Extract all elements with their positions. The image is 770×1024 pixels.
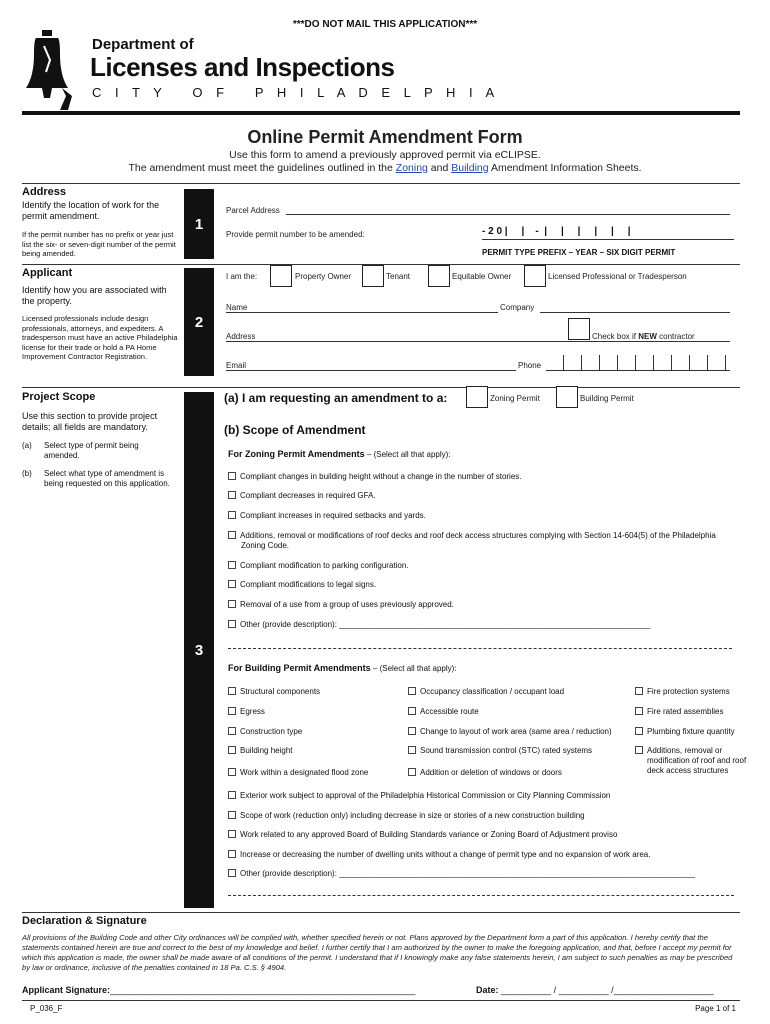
name-label: Name [226, 303, 248, 312]
building-item[interactable] [228, 869, 734, 879]
building-item-label: Fire protection systems [647, 687, 730, 696]
zoning-other-description-input[interactable] [228, 648, 732, 649]
scope-of-amendment-heading: (b) Scope of Amendment [224, 423, 366, 437]
equitable-owner-label: Equitable Owner [452, 272, 512, 281]
new-contractor-bold: NEW [638, 332, 657, 341]
zoning-permit-checkbox[interactable] [466, 386, 488, 408]
zoning-item[interactable] [228, 531, 733, 551]
scope-a-text: Select type of permit being amended. [44, 441, 139, 460]
email-label: Email [226, 361, 247, 370]
subtitle-pre: The amendment must meet the guidelines outlined in the [128, 162, 396, 174]
zoning-item-label: Other (provide description): ______________________________________________________________________ [240, 620, 651, 629]
new-contractor-pre: Check box if [592, 332, 639, 341]
section-number-3: 3 [184, 392, 214, 908]
form-subtitle-1: Use this form to amend a previously approved permit via eCLIPSE. [229, 149, 541, 161]
building-item[interactable] [408, 727, 634, 737]
checkbox-icon[interactable] [228, 791, 236, 799]
building-amendments-note: – (Select all that apply): [370, 664, 457, 673]
i-am-label: I am the: [226, 272, 258, 281]
scope-b-text: Select what type of amendment is being requested on this application. [44, 469, 170, 488]
building-link[interactable]: Building [451, 162, 489, 174]
checkbox-icon[interactable] [228, 850, 236, 858]
declaration-heading: Declaration & Signature [22, 915, 147, 927]
date-label: Date: [476, 985, 499, 995]
checkbox-icon[interactable] [228, 531, 236, 539]
zoning-item[interactable] [228, 491, 733, 501]
new-contractor-checkbox[interactable] [568, 318, 590, 340]
new-contractor-post: contractor [656, 332, 695, 341]
building-permit-checkbox[interactable] [556, 386, 578, 408]
building-item[interactable] [228, 811, 733, 821]
new-contractor-label [592, 332, 695, 341]
building-item-label: Accessible route [420, 707, 479, 716]
checkbox-icon[interactable] [228, 727, 236, 735]
checkbox-icon[interactable] [635, 727, 643, 735]
scope-heading: Project Scope [22, 391, 96, 403]
building-item-label: Fire rated assemblies [647, 707, 724, 716]
building-item-label: Scope of work (reduction only) including decrease in size or stories of a new construction building [240, 811, 585, 820]
zoning-item-label: Additions, removal or modifications of roof decks and roof deck access structures complying with Section 14-604(5) of the Philadelphia Zoning Code. [240, 531, 716, 550]
signature-row [22, 985, 415, 995]
building-item-label: Exterior work subject to approval of the Philadelphia Historical Commission or City Planning Commission [240, 791, 611, 800]
building-item[interactable] [408, 746, 634, 756]
building-item[interactable] [408, 768, 634, 778]
building-item-label: Building height [240, 746, 293, 755]
building-item-label: Sound transmission control (STC) rated systems [420, 746, 593, 755]
liberty-bell-logo [22, 26, 88, 114]
tenant-checkbox[interactable] [362, 265, 384, 287]
checkbox-icon[interactable] [228, 811, 236, 819]
company-label: Company [500, 303, 535, 312]
subtitle-post: Amendment Information Sheets. [488, 162, 642, 174]
zoning-item[interactable] [228, 472, 733, 482]
date-row [476, 985, 714, 995]
building-item-label: Increase or decreasing the number of dwelling units without a change of permit type and no expansion of work area. [240, 850, 651, 859]
checkbox-icon[interactable] [408, 727, 416, 735]
checkbox-icon[interactable] [635, 746, 643, 754]
building-item-label: Change to layout of work area (same area / reduction) [420, 727, 612, 736]
checkbox-icon[interactable] [228, 687, 236, 695]
zoning-item-label: Compliant modifications to legal signs. [240, 580, 377, 589]
checkbox-icon[interactable] [228, 620, 236, 628]
zoning-amendments-note: – (Select all that apply): [364, 450, 451, 459]
do-not-mail-notice: ***DO NOT MAIL THIS APPLICATION*** [292, 19, 478, 30]
scope-desc-1: Use this section to provide project details; all fields are mandatory. [22, 411, 158, 432]
building-item[interactable] [408, 707, 634, 717]
zoning-item-label: Compliant modification to parking configuration. [240, 561, 409, 570]
checkbox-icon[interactable] [228, 491, 236, 499]
tenant-label: Tenant [386, 272, 411, 281]
zoning-link[interactable]: Zoning [395, 162, 428, 174]
building-item[interactable] [228, 850, 733, 860]
permit-number-input[interactable]: - 2 0 | | - | | | | | | [482, 226, 631, 237]
checkbox-icon[interactable] [408, 768, 416, 776]
building-item[interactable] [228, 727, 398, 737]
zoning-item[interactable] [228, 620, 733, 630]
building-other-description-input[interactable] [228, 895, 734, 896]
building-item-label: Occupancy classification / occupant load [420, 687, 565, 696]
checkbox-icon[interactable] [635, 707, 643, 715]
zoning-item[interactable] [228, 561, 733, 571]
building-item-label: Work within a designated flood zone [240, 768, 369, 777]
phone-label: Phone [518, 361, 542, 370]
section-number-2: 2 [184, 268, 214, 376]
checkbox-icon[interactable] [228, 511, 236, 519]
company-input[interactable] [540, 312, 730, 313]
subtitle-mid: and [427, 162, 452, 174]
building-item[interactable] [635, 746, 757, 776]
checkbox-icon[interactable] [408, 707, 416, 715]
zoning-item-label: Removal of a use from a group of uses previously approved. [240, 600, 454, 609]
zoning-amendments-title: For Zoning Permit Amendments [228, 449, 365, 459]
licensed-professional-checkbox[interactable] [524, 265, 546, 287]
checkbox-icon[interactable] [228, 768, 236, 776]
section-rule [22, 183, 740, 184]
address-heading: Address [22, 186, 67, 198]
building-item[interactable] [635, 707, 755, 717]
zoning-item[interactable] [228, 580, 733, 590]
checkbox-icon[interactable] [228, 600, 236, 608]
building-item[interactable] [635, 727, 755, 737]
building-item[interactable] [228, 687, 398, 697]
parcel-address-input[interactable] [286, 214, 730, 215]
section-rule [22, 387, 740, 388]
checkbox-icon[interactable] [228, 580, 236, 588]
checkbox-icon[interactable] [228, 707, 236, 715]
address-desc-1: Identify the location of work for the permit amendment. [22, 200, 160, 221]
signature-input[interactable]: _____________________________________________________________ [110, 985, 416, 995]
checkbox-icon[interactable] [228, 472, 236, 480]
permit-number-label: Provide permit number to be amended: [226, 230, 365, 239]
equitable-owner-checkbox[interactable] [428, 265, 450, 287]
footer-rule [22, 1000, 740, 1001]
applicant-heading: Applicant [22, 267, 73, 279]
zoning-item-label: Compliant decreases in required GFA. [240, 491, 376, 500]
building-item-label: Additions, removal or modification of roof and roof deck access structures [647, 746, 747, 775]
applicant-address-input[interactable] [226, 341, 730, 342]
building-item-label: Addition or deletion of windows or doors [420, 768, 562, 777]
building-item-label: Other (provide description): ________________________________________________________________________________ [240, 869, 696, 878]
zoning-amendments-heading [228, 449, 451, 459]
section-number-1: 1 [184, 189, 214, 259]
checkbox-icon[interactable] [228, 869, 236, 877]
parcel-address-label: Parcel Address [226, 206, 280, 215]
dept-name: Licenses and Inspections [90, 52, 395, 82]
zoning-item-label: Compliant increases in required setbacks and yards. [240, 511, 426, 520]
licensed-professional-label: Licensed Professional or Tradesperson [548, 272, 687, 281]
building-item[interactable] [408, 687, 634, 697]
city-name: C I T Y O F P H I L A D E L P H I A [92, 85, 500, 100]
zoning-permit-label: Zoning Permit [490, 394, 540, 403]
phone-input[interactable] [546, 355, 730, 371]
signature-label: Applicant Signature: [22, 985, 111, 995]
building-item-label: Construction type [240, 727, 303, 736]
scope-b-label: (b) [22, 469, 32, 478]
building-item[interactable] [228, 791, 733, 801]
zoning-item-label: Compliant changes in building height without a change in the number of stories. [240, 472, 522, 481]
building-amendments-title: For Building Permit Amendments [228, 663, 371, 673]
scope-a-label: (a) [22, 441, 32, 450]
header-rule [22, 111, 740, 115]
permit-number-underline [482, 239, 734, 240]
building-item-label: Egress [240, 707, 265, 716]
building-item-label: Work related to any approved Board of Building Standards variance or Zoning Board of Adjustment proviso [240, 830, 618, 839]
checkbox-icon[interactable] [228, 561, 236, 569]
page-number: Page 1 of 1 [695, 1004, 736, 1013]
checkbox-icon[interactable] [228, 830, 236, 838]
checkbox-icon[interactable] [408, 746, 416, 754]
building-item-label: Structural components [240, 687, 321, 696]
building-item[interactable] [228, 746, 398, 756]
building-item[interactable] [228, 768, 398, 778]
date-input[interactable]: __________ / __________ /____________________ [498, 985, 714, 995]
form-code: P_036_F [30, 1004, 63, 1013]
email-input[interactable] [226, 370, 516, 371]
permit-format-hint: PERMIT TYPE PREFIX – YEAR – SIX DIGIT PERMIT [482, 248, 676, 257]
zoning-item[interactable] [228, 600, 733, 610]
form-title: Online Permit Amendment Form [247, 127, 523, 147]
building-item[interactable] [635, 687, 755, 697]
building-item[interactable] [228, 707, 398, 717]
name-input[interactable] [226, 312, 498, 313]
checkbox-icon[interactable] [635, 687, 643, 695]
address-label: Address [226, 332, 256, 341]
section-rule [22, 912, 740, 913]
request-heading: (a) I am requesting an amendment to a: [224, 391, 448, 405]
property-owner-checkbox[interactable] [270, 265, 292, 287]
address-desc-2: If the permit number has no prefix or year just list the six- or seven-digit number of the permit being amended. [22, 230, 176, 258]
building-item-label: Plumbing fixture quantity [647, 727, 735, 736]
property-owner-label: Property Owner [295, 272, 352, 281]
checkbox-icon[interactable] [408, 687, 416, 695]
form-subtitle-2 [0, 162, 770, 174]
building-permit-label: Building Permit [580, 394, 634, 403]
applicant-desc-1: Identify how you are associated with the property. [22, 285, 167, 306]
checkbox-icon[interactable] [228, 746, 236, 754]
building-item[interactable] [228, 830, 733, 840]
declaration-text: All provisions of the Building Code and other City ordinances will be complied with, whether specified herein or not. Plans approved by the Department form a part of this application. I hereby certify that the statements contained herein are true and correct to the best of my knowledge and belief. I further certify that I am authorized by the owner to make the foregoing application, and that, before I accept my permit for which this application is made, the owner shall be made aware of all conditions of the permit. I understand that if I knowingly make any false statements herein, I am subject to such penalties as may be prescribed by law or ordinance, inclusive of the penalties contained in 18 Pa. C.S. § 4904. [22, 933, 733, 972]
building-amendments-heading [228, 663, 457, 673]
zoning-item[interactable] [228, 511, 733, 521]
applicant-desc-2: Licensed professionals include design professionals, attorneys, and expediters. A tradesperson must have an active Philadelphia license for their trade or hold a PA Home Improvement Contractor Registration. [22, 314, 178, 361]
dept-of: Department of [92, 36, 194, 53]
